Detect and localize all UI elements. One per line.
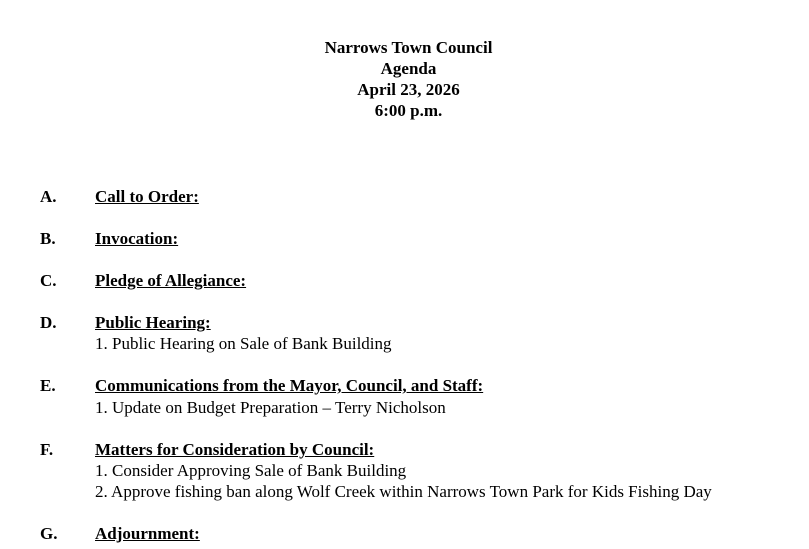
item-title: Call to Order:: [95, 187, 199, 206]
item-letter: G.: [40, 524, 58, 543]
org-name: Narrows Town Council: [324, 38, 493, 57]
meeting-date: April 23, 2026: [357, 80, 460, 99]
item-letter: E.: [40, 376, 56, 395]
item-letter: A.: [40, 187, 57, 206]
item-title: Pledge of Allegiance:: [95, 271, 247, 290]
document-type: Agenda: [380, 59, 437, 78]
item-letter: B.: [40, 229, 56, 248]
item-letter: C.: [40, 271, 57, 290]
sub-item: 1. Public Hearing on Sale of Bank Building: [95, 334, 392, 353]
item-letter: D.: [40, 313, 57, 332]
item-title: Communications from the Mayor, Council, and Staff:: [95, 376, 484, 395]
sub-item: 1. Consider Approving Sale of Bank Building: [95, 461, 407, 480]
meeting-time: 6:00 p.m.: [374, 101, 443, 120]
item-title: Adjournment:: [95, 524, 200, 543]
item-title: Matters for Consideration by Council:: [95, 440, 375, 459]
sub-item: 1. Update on Budget Preparation – Terry Nicholson: [95, 398, 446, 417]
agenda-header: [0, 37, 809, 121]
sub-item: 2. Approve fishing ban along Wolf Creek within Narrows Town Park for Kids Fishing Day: [95, 482, 712, 501]
item-title: Public Hearing:: [95, 313, 211, 332]
item-letter: F.: [40, 440, 54, 459]
item-title: Invocation:: [95, 229, 179, 248]
